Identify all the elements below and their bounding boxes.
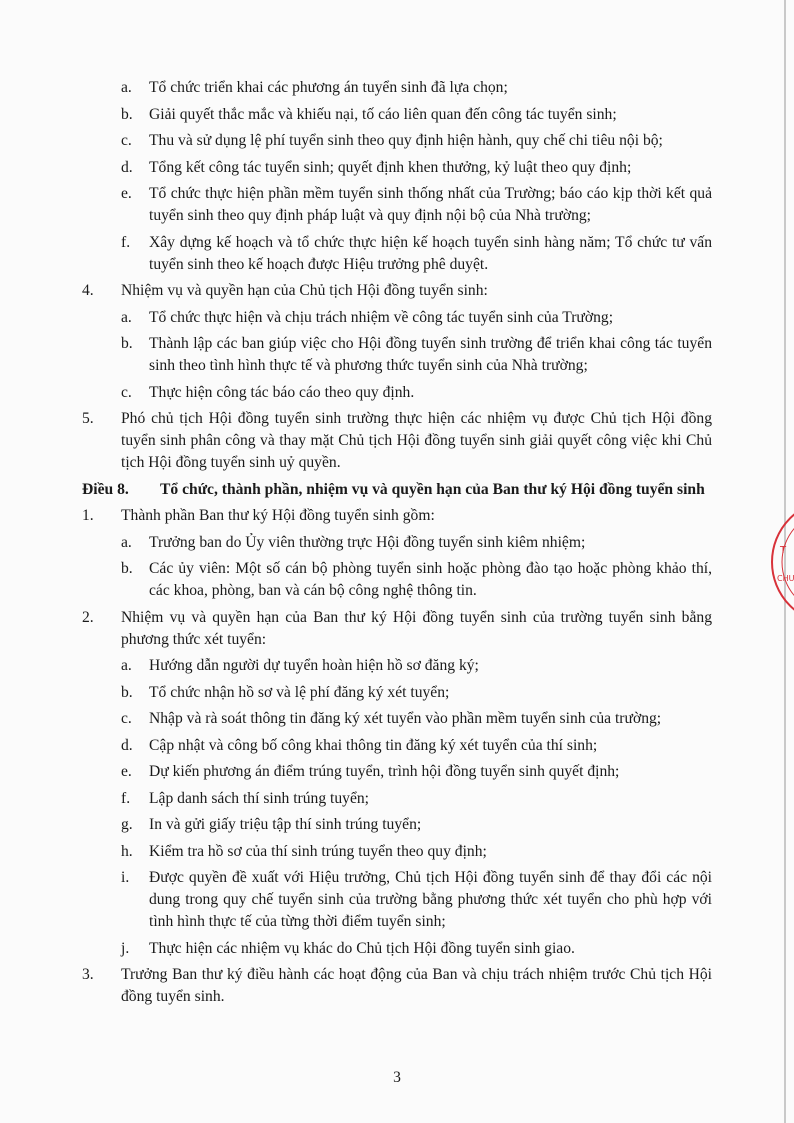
- item-marker: e.: [121, 185, 132, 202]
- item-text: Cập nhật và công bố công khai thông tin đăng ký xét tuyển của thí sinh;: [149, 736, 598, 754]
- item-text: Tổ chức triển khai các phương án tuyển sinh đã lựa chọn;: [149, 79, 508, 96]
- list-item: [82, 867, 712, 933]
- item-text: Phó chủ tịch Hội đồng tuyển sinh trường thực hiện các nhiệm vụ được Chủ tịch Hội đồng tuyển sinh phân công và thay mặt Chủ tịch Hội đồng tuyển sinh giải quyết công việc khi Chủ tịch Hội đồng tuyển sinh uỷ quyền.: [121, 410, 712, 471]
- item-marker: f.: [121, 789, 131, 807]
- item-marker: c.: [121, 710, 132, 727]
- item-text: In và gửi giấy triệu tập thí sinh trúng tuyển;: [149, 816, 422, 833]
- item-marker: b.: [121, 560, 133, 577]
- article-heading: [82, 479, 712, 501]
- item-marker: 4.: [82, 282, 94, 299]
- document-body: [82, 77, 712, 1013]
- item-marker: c.: [121, 383, 132, 401]
- item-text: Tổ chức thực hiện phần mềm tuyển sinh thống nhất của Trường; báo cáo kịp thời kết quả tuyển sinh theo quy định pháp luật và quy định nội bộ của Nhà trường;: [149, 185, 712, 224]
- item-text: Được quyền đề xuất với Hiệu trưởng, Chủ tịch Hội đồng tuyển sinh để thay đổi các nội dung trong quy chế tuyển sinh của trường bằng phương thức xét tuyển cho phù hợp với tình hình thực tế của từng thời điểm tuyển sinh;: [149, 869, 712, 930]
- item-text: Trưởng ban do Ủy viên thường trực Hội đồng tuyển sinh kiêm nhiệm;: [149, 533, 586, 551]
- item-marker: b.: [121, 105, 133, 123]
- item-text: Nhập và rà soát thông tin đăng ký xét tuyển vào phần mềm tuyển sinh của trường;: [149, 710, 662, 727]
- section-item: [82, 607, 712, 651]
- item-text: Thực hiện các nhiệm vụ khác do Chủ tịch Hội đồng tuyển sinh giao.: [149, 939, 575, 957]
- item-marker: 3.: [82, 966, 94, 983]
- item-text: Tổ chức nhận hồ sơ và lệ phí đăng ký xét tuyển;: [149, 683, 450, 701]
- item-text: Giải quyết thắc mắc và khiếu nại, tố cáo liên quan đến công tác tuyển sinh;: [149, 105, 617, 123]
- item-text: Kiểm tra hồ sơ của thí sinh trúng tuyển theo quy định;: [149, 842, 487, 860]
- item-text: Thu và sử dụng lệ phí tuyển sinh theo quy định hiện hành, quy chế chi tiêu nội bộ;: [149, 132, 663, 149]
- section-item: [82, 964, 712, 1008]
- item-text: Nhiệm vụ và quyền hạn của Ban thư ký Hội đồng tuyển sinh của trường tuyển sinh bằng phương thức xét tuyển:: [121, 608, 712, 648]
- list-item: [82, 761, 712, 783]
- item-marker: a.: [121, 533, 132, 551]
- item-text: Xây dựng kế hoạch và tổ chức thực hiện kế hoạch tuyển sinh hàng năm; Tổ chức tư vấn tuyển sinh theo kế hoạch được Hiệu trưởng phê duyệt.: [149, 233, 712, 273]
- article-title: Tổ chức, thành phần, nhiệm vụ và quyền hạn của Ban thư ký Hội đồng tuyển sinh: [160, 480, 705, 498]
- section-item: [82, 505, 712, 527]
- list-item: [82, 157, 712, 179]
- svg-text:CHU: CHU: [777, 574, 794, 583]
- item-text: Nhiệm vụ và quyền hạn của Chủ tịch Hội đồng tuyển sinh:: [121, 282, 488, 299]
- section-item: [82, 408, 712, 474]
- item-text: Thành lập các ban giúp việc cho Hội đồng tuyển sinh trường để triển khai công tác tuyển sinh theo tình hình thực tế và phương thức tuyển sinh của Nhà trường;: [149, 335, 712, 374]
- list-item: [82, 682, 712, 704]
- item-text: Thực hiện công tác báo cáo theo quy định.: [149, 383, 415, 401]
- item-marker: b.: [121, 683, 133, 701]
- list-item: [82, 788, 712, 810]
- item-marker: a.: [121, 308, 132, 326]
- item-marker: i.: [121, 869, 130, 886]
- item-text: Các ủy viên: Một số cán bộ phòng tuyển sinh hoặc phòng đào tạo hoặc phòng khảo thí, các khoa, phòng, ban và cán bộ công nghệ thông tin.: [149, 560, 712, 599]
- item-marker: c.: [121, 132, 132, 149]
- item-text: Lập danh sách thí sinh trúng tuyển;: [149, 789, 370, 807]
- list-item: [82, 655, 712, 677]
- list-item: [82, 183, 712, 227]
- item-marker: 5.: [82, 410, 94, 427]
- item-marker: f.: [121, 233, 131, 251]
- item-text: Trưởng Ban thư ký điều hành các hoạt động của Ban và chịu trách nhiệm trước Chủ tịch Hội đồng tuyển sinh.: [121, 966, 712, 1005]
- item-marker: a.: [121, 79, 132, 96]
- item-marker: g.: [121, 816, 133, 833]
- red-stamp-fragment: [768, 495, 794, 630]
- item-marker: a.: [121, 657, 132, 674]
- article-label: Điều 8.: [82, 480, 129, 498]
- item-text: Hướng dẫn người dự tuyển hoàn hiện hồ sơ đăng ký;: [149, 657, 479, 674]
- list-item: [82, 938, 712, 960]
- item-marker: h.: [121, 842, 133, 860]
- list-item: [82, 307, 712, 329]
- list-item: [82, 77, 712, 99]
- item-text: Tổ chức thực hiện và chịu trách nhiệm về công tác tuyển sinh của Trường;: [149, 308, 614, 326]
- item-marker: d.: [121, 736, 133, 754]
- item-text: Dự kiến phương án điểm trúng tuyển, trình hội đồng tuyển sinh quyết định;: [149, 763, 620, 780]
- item-marker: e.: [121, 763, 132, 780]
- list-item: [82, 735, 712, 757]
- list-item: [82, 104, 712, 126]
- item-text: Tổng kết công tác tuyển sinh; quyết định khen thưởng, kỷ luật theo quy định;: [149, 158, 632, 176]
- list-item: [82, 232, 712, 276]
- svg-text:T: T: [780, 545, 787, 556]
- list-item: [82, 532, 712, 554]
- item-marker: d.: [121, 158, 133, 176]
- page-number: 3: [393, 1069, 401, 1086]
- list-item: [82, 130, 712, 152]
- list-item: [82, 708, 712, 730]
- item-marker: 1.: [82, 507, 94, 524]
- item-marker: 2.: [82, 608, 94, 626]
- item-text: Thành phần Ban thư ký Hội đồng tuyển sinh gồm:: [121, 507, 435, 524]
- list-item: [82, 814, 712, 836]
- list-item: [82, 382, 712, 404]
- list-item: [82, 333, 712, 377]
- list-item: [82, 841, 712, 863]
- section-item: [82, 280, 712, 302]
- list-item: [82, 558, 712, 602]
- item-marker: j.: [121, 939, 130, 957]
- item-marker: b.: [121, 335, 133, 352]
